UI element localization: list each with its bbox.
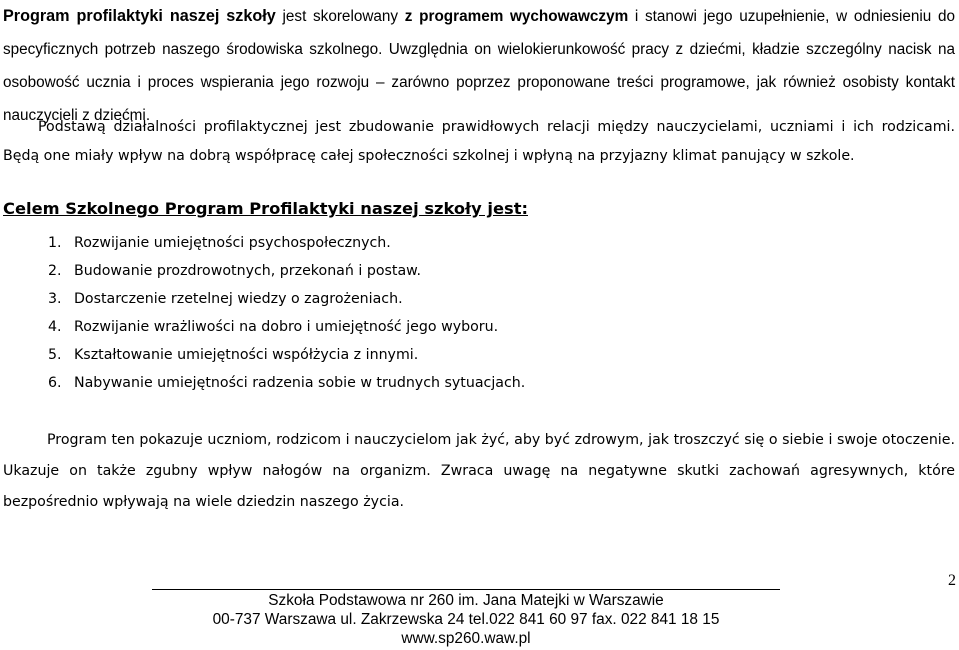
list-item-number: 6. <box>48 375 62 391</box>
list-item <box>48 229 525 257</box>
footer <box>152 591 780 648</box>
footer-divider <box>152 589 780 590</box>
list-item-number: 5. <box>48 347 62 363</box>
closing-paragraph: Program ten pokazuje uczniom, rodzicom i nauczycielom jak żyć, aby być zdrowym, jak troszczyć się o siebie i swoje otoczenie. Ukazuje on także zgubny wpływ nałogów na organizm. Zwraca uwagę na negatywne skutki zachowań agresywnych, które bezpośrednio wpływają na wiele dziedzin naszego życia. <box>3 432 955 510</box>
list-item-text: Kształtowanie umiejętności współżycia z innymi. <box>74 347 419 363</box>
footer-website: www.sp260.waw.pl <box>401 630 531 647</box>
footer-school-name: Szkoła Podstawowa nr 260 im. Jana Matejki w Warszawie <box>268 592 664 609</box>
list-item <box>48 341 525 369</box>
list-item <box>48 257 525 285</box>
intro-bold-phrase: z programem wychowawczym <box>404 8 629 25</box>
intro-text-c: i stanowi jego uzupełnienie, w odniesieniu do specyficznych potrzeb naszego środowiska szkolnego. Uwzględnia on wielokierunkowość pracy z dziećmi, kładzie szczególny nacisk na osobowość ucznia i proces wspierania jego rozwoju – zarówno poprzez proponowane treści programowe, jak również osobisty kontakt nauczycieli z dziećmi. <box>3 8 955 124</box>
goals-list <box>48 229 525 397</box>
list-item-number: 4. <box>48 319 62 335</box>
list-item-number: 3. <box>48 291 62 307</box>
intro-lead: Program profilaktyki naszej szkoły <box>3 7 276 25</box>
list-item-text: Rozwijanie umiejętności psychospołecznych. <box>74 235 391 251</box>
goals-heading: Celem Szkolnego Program Profilaktyki naszej szkoły jest: <box>3 199 528 218</box>
list-item <box>48 369 525 397</box>
list-item-number: 2. <box>48 263 62 279</box>
list-item-text: Rozwijanie wrażliwości na dobro i umiejętność jego wyboru. <box>74 319 499 335</box>
list-item <box>48 285 525 313</box>
list-item-text: Nabywanie umiejętności radzenia sobie w trudnych sytuacjach. <box>74 375 526 391</box>
foundation-paragraph: Podstawą działalności profilaktycznej jest zbudowanie prawidłowych relacji między nauczycielami, uczniami i ich rodzicami. Będą one miały wpływ na dobrą współpracę całej społeczności szkolnej i wpłyną na przyjazny klimat panujący w szkole. <box>3 119 955 164</box>
list-item-text: Dostarczenie rzetelnej wiedzy o zagrożeniach. <box>74 291 403 307</box>
page-number: 2 <box>948 572 956 589</box>
list-item-text: Budowanie prozdrowotnych, przekonań i postaw. <box>74 263 421 279</box>
footer-address: 00-737 Warszawa ul. Zakrzewska 24 tel.022 841 60 97 fax. 022 841 18 15 <box>212 611 720 628</box>
list-item-number: 1. <box>48 235 62 251</box>
intro-text-a: jest skorelowany <box>275 8 405 25</box>
list-item <box>48 313 525 341</box>
